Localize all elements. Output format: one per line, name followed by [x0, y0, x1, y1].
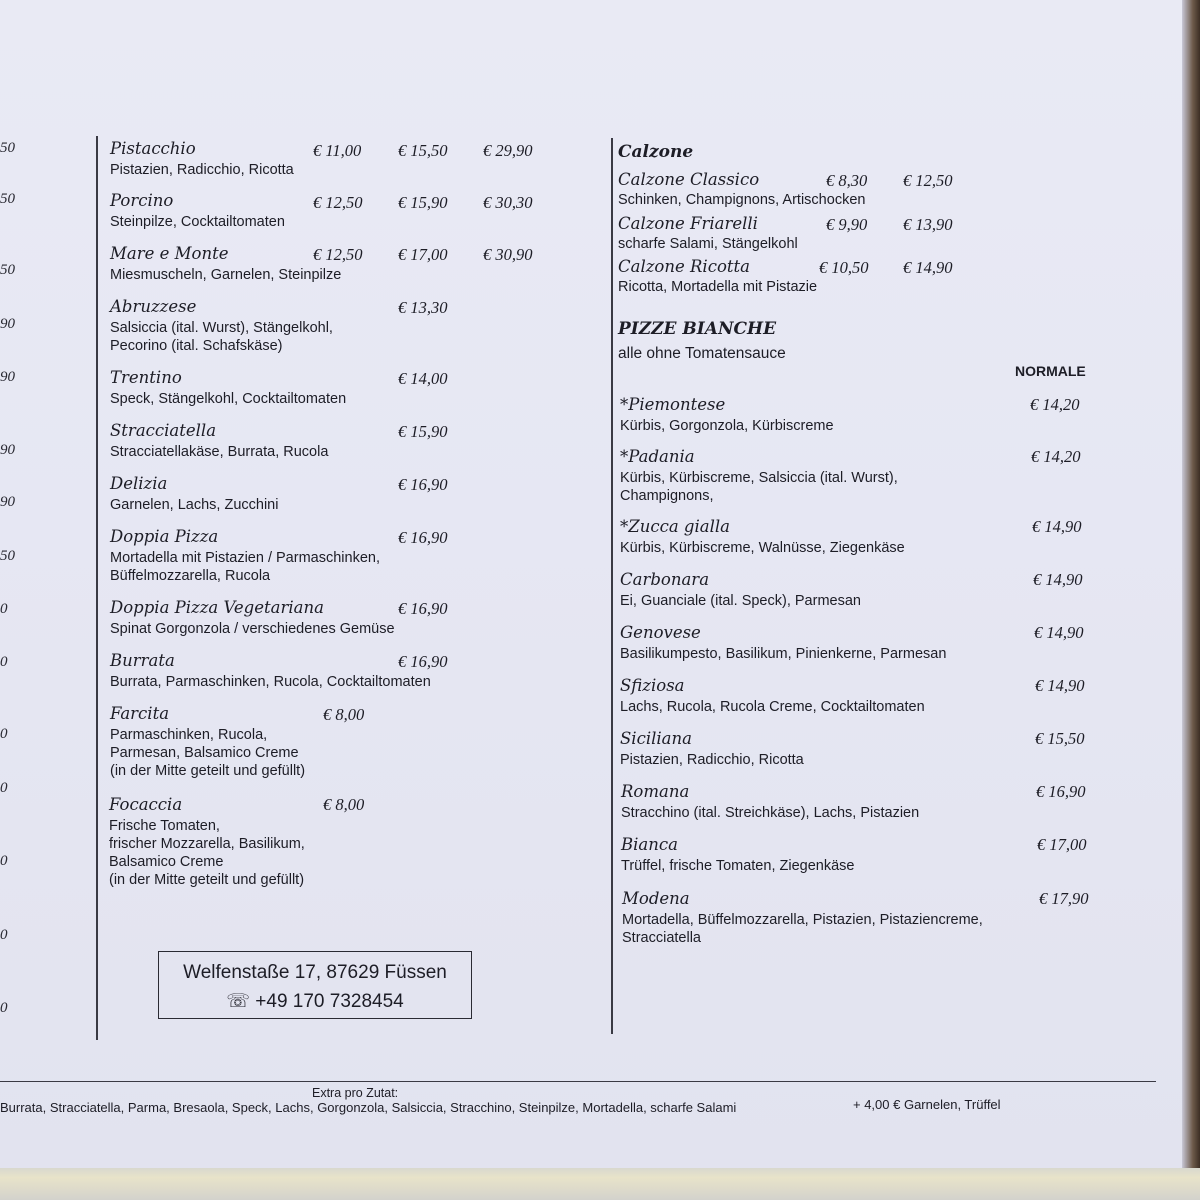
menu-item — [621, 782, 919, 822]
price: € 15,50 — [1035, 729, 1085, 748]
price: € 14,90 — [1033, 570, 1083, 589]
menu-item — [110, 421, 328, 461]
item-description — [110, 390, 346, 408]
price-family: € 30,90 — [483, 245, 533, 264]
item-description — [620, 751, 804, 769]
price-normal: € 13,30 — [398, 298, 448, 317]
menu-item — [110, 244, 341, 284]
price-small: € 11,00 — [313, 141, 362, 160]
menu-item — [620, 447, 898, 505]
item-name: Porcino — [110, 191, 174, 210]
extras-list: Burrata, Stracciatella, Parma, Bresaola, Speck, Lachs, Gorgonzola, Salsiccia, Stracchino, Steinpilze, Mortadella, scharfe Salami — [0, 1100, 737, 1115]
price: € 8,00 — [323, 795, 365, 814]
extras-divider — [0, 1081, 1156, 1082]
price-normal: € 15,50 — [398, 141, 448, 160]
menu-item — [620, 729, 804, 769]
left-edge-price: 0 — [0, 726, 8, 742]
item-description — [620, 645, 946, 663]
description-line: Stracciatellakäse, Burrata, Rucola — [110, 444, 329, 460]
price-normal: € 12,50 — [903, 171, 953, 190]
item-description — [618, 278, 817, 296]
description-line: Spinat Gorgonzola / verschiedenes Gemüse — [110, 621, 395, 637]
item-description — [109, 817, 305, 889]
price: € 16,90 — [1036, 782, 1086, 801]
description-line: Salsiccia (ital. Wurst), Stängelkohl, — [110, 320, 333, 336]
description-line: Pecorino (ital. Schafskäse) — [110, 338, 283, 354]
item-name: Burrata — [110, 651, 175, 670]
item-description — [618, 235, 798, 253]
left-edge-price: 90 — [0, 316, 15, 332]
description-line: Parmaschinken, Rucola, — [110, 727, 268, 743]
item-description — [110, 620, 395, 638]
item-description — [110, 266, 341, 284]
description-line: Frische Tomaten, — [109, 818, 220, 834]
item-name: *Piemontese — [620, 395, 726, 414]
column-divider-left — [96, 136, 98, 1040]
price-normal: € 16,90 — [398, 475, 448, 494]
left-edge-price: 90 — [0, 442, 15, 458]
menu-item — [110, 651, 431, 691]
menu-item — [620, 395, 834, 435]
price-normal: € 14,00 — [398, 369, 448, 388]
item-name: Abruzzese — [110, 297, 197, 316]
item-description — [618, 191, 865, 209]
description-line: Pistazien, Radicchio, Ricotta — [620, 752, 804, 768]
description-line: Schinken, Champignons, Artischocken — [618, 192, 866, 208]
description-line: Lachs, Rucola, Rucola Creme, Cocktailtomaten — [620, 699, 925, 715]
price-normal: € 14,90 — [903, 258, 953, 277]
extras-premium: + 4,00 € Garnelen, Trüffel — [853, 1097, 1001, 1112]
left-edge-price: 0 — [0, 601, 8, 617]
phone-number[interactable]: ☏ +49 170 7328454 — [226, 991, 404, 1012]
description-line: Kürbis, Kürbiscreme, Salsiccia (ital. Wurst), — [620, 470, 898, 486]
item-name: Calzone Ricotta — [618, 257, 750, 276]
extras-title: Extra pro Zutat: — [312, 1086, 399, 1100]
item-description — [110, 213, 285, 231]
item-name: Siciliana — [620, 729, 692, 748]
table-edge — [1182, 0, 1200, 1200]
item-name: Trentino — [110, 368, 182, 387]
column-divider-middle — [611, 138, 613, 1034]
description-line: Stracciatella — [622, 930, 701, 946]
menu-item — [110, 474, 278, 514]
price: € 14,90 — [1032, 517, 1082, 536]
left-edge-price: 0 — [0, 853, 8, 869]
item-description — [620, 592, 861, 610]
price-small: € 12,50 — [313, 245, 363, 264]
item-name: Bianca — [621, 835, 678, 854]
menu-item — [110, 527, 380, 585]
address-street: Welfenstaße 17, 87629 Füssen — [183, 962, 447, 983]
menu-item — [110, 704, 305, 780]
menu-item — [618, 214, 798, 253]
description-line: scharfe Salami, Stängelkohl — [618, 236, 798, 252]
item-name: Calzone Friarelli — [618, 214, 758, 233]
left-edge-price: 50 — [0, 262, 15, 278]
description-line: Pistazien, Radicchio, Ricotta — [110, 162, 294, 178]
description-line: Balsamico Creme — [109, 854, 224, 870]
size-column-label: NORMALE — [1015, 363, 1086, 379]
description-line: Speck, Stängelkohl, Cocktailtomaten — [110, 391, 347, 407]
price-normal: € 16,90 — [398, 528, 448, 547]
item-name: Doppia Pizza Vegetariana — [110, 598, 324, 617]
item-name: Stracciatella — [110, 421, 217, 440]
item-description — [110, 496, 278, 514]
description-line: Burrata, Parmaschinken, Rucola, Cocktailtomaten — [110, 674, 431, 690]
description-line: Ricotta, Mortadella mit Pistazie — [618, 279, 818, 295]
item-name: *Zucca gialla — [620, 517, 730, 536]
item-name: Farcita — [110, 704, 170, 723]
price: € 14,20 — [1031, 447, 1081, 466]
left-edge-price: 50 — [0, 191, 15, 207]
section-heading: PIZZE BIANCHE — [618, 319, 777, 339]
item-name: Pistacchio — [110, 139, 196, 158]
description-line: frischer Mozzarella, Basilikum, — [109, 836, 305, 852]
menu-item — [110, 139, 294, 179]
price-normal: € 15,90 — [398, 422, 448, 441]
left-edge-price: 50 — [0, 140, 15, 156]
item-description — [621, 857, 854, 875]
menu-item — [110, 598, 395, 638]
description-line: Champignons, — [620, 488, 714, 504]
left-edge-price: 90 — [0, 494, 15, 510]
price-normal: € 15,90 — [398, 193, 448, 212]
description-line: Garnelen, Lachs, Zucchini — [110, 497, 279, 513]
item-name: Focaccia — [109, 795, 183, 814]
item-name: Carbonara — [620, 570, 710, 589]
menu-item — [110, 191, 285, 231]
description-line: (in der Mitte geteilt und gefüllt) — [109, 872, 305, 888]
description-line: Kürbis, Kürbiscreme, Walnüsse, Ziegenkäse — [620, 540, 905, 556]
item-description — [110, 161, 294, 179]
section-subtitle: alle ohne Tomatensauce — [618, 345, 786, 362]
item-description — [620, 698, 925, 716]
price: € 14,90 — [1034, 623, 1084, 642]
item-description — [110, 673, 431, 691]
menu-item — [110, 297, 333, 355]
item-name: Calzone Classico — [618, 170, 760, 189]
menu-item — [110, 368, 346, 408]
price-normal: € 16,90 — [398, 599, 448, 618]
item-name: Genovese — [620, 623, 701, 642]
menu-item — [109, 795, 305, 889]
price-normal: € 17,00 — [398, 245, 448, 264]
item-description — [110, 726, 305, 780]
price-small: € 12,50 — [313, 193, 363, 212]
description-line: (in der Mitte geteilt und gefüllt) — [110, 763, 306, 779]
item-name: Delizia — [110, 474, 168, 493]
item-name: Modena — [622, 889, 690, 908]
item-description — [622, 911, 983, 947]
item-description — [621, 804, 919, 822]
item-name: Romana — [621, 782, 690, 801]
price-normal: € 13,90 — [903, 215, 953, 234]
item-description — [620, 417, 834, 435]
description-line: Stracchino (ital. Streichkäse), Lachs, Pistazien — [621, 805, 920, 821]
item-description — [110, 319, 333, 355]
menu-item — [620, 623, 946, 663]
section-heading: Calzone — [618, 142, 694, 162]
price: € 14,90 — [1035, 676, 1085, 695]
item-name: Sfiziosa — [620, 676, 685, 695]
item-name: *Padania — [620, 447, 695, 466]
price-normal: € 16,90 — [398, 652, 448, 671]
item-description — [620, 469, 898, 505]
price-family: € 29,90 — [483, 141, 533, 160]
price: € 14,20 — [1030, 395, 1080, 414]
description-line: Steinpilze, Cocktailtomaten — [110, 214, 285, 230]
price-small: € 9,90 — [826, 215, 868, 234]
menu-item — [622, 889, 983, 947]
description-line: Basilikumpesto, Basilikum, Pinienkerne, Parmesan — [620, 646, 947, 662]
description-line: Kürbis, Gorgonzola, Kürbiscreme — [620, 418, 834, 434]
left-edge-price: 0 — [0, 780, 8, 796]
item-name: Mare e Monte — [110, 244, 229, 263]
left-edge-price: 0 — [0, 1000, 8, 1016]
description-line: Mortadella, Büffelmozzarella, Pistazien, Pistaziencreme, — [622, 912, 983, 928]
price-small: € 8,30 — [826, 171, 868, 190]
paper-bottom-edge — [0, 1168, 1200, 1200]
description-line: Trüffel, frische Tomaten, Ziegenkäse — [621, 858, 855, 874]
menu-item — [620, 570, 861, 610]
menu-item — [620, 517, 905, 557]
address-box — [158, 951, 472, 1019]
description-line: Parmesan, Balsamico Creme — [110, 745, 299, 761]
left-edge-price: 0 — [0, 654, 8, 670]
price: € 17,00 — [1037, 835, 1087, 854]
description-line: Büffelmozzarella, Rucola — [110, 568, 271, 584]
price: € 17,90 — [1039, 889, 1089, 908]
price-family: € 30,30 — [483, 193, 533, 212]
description-line: Mortadella mit Pistazien / Parmaschinken, — [110, 550, 380, 566]
price: € 8,00 — [323, 705, 365, 724]
price-small: € 10,50 — [819, 258, 869, 277]
menu-item — [618, 257, 817, 296]
item-description — [110, 443, 328, 461]
item-name: Doppia Pizza — [110, 527, 219, 546]
menu-item — [621, 835, 854, 875]
left-edge-price: 90 — [0, 369, 15, 385]
menu-item — [620, 676, 925, 716]
description-line: Miesmuscheln, Garnelen, Steinpilze — [110, 267, 342, 283]
left-edge-price: 50 — [0, 548, 15, 564]
item-description — [620, 539, 905, 557]
left-edge-price: 0 — [0, 927, 8, 943]
item-description — [110, 549, 380, 585]
description-line: Ei, Guanciale (ital. Speck), Parmesan — [620, 593, 861, 609]
